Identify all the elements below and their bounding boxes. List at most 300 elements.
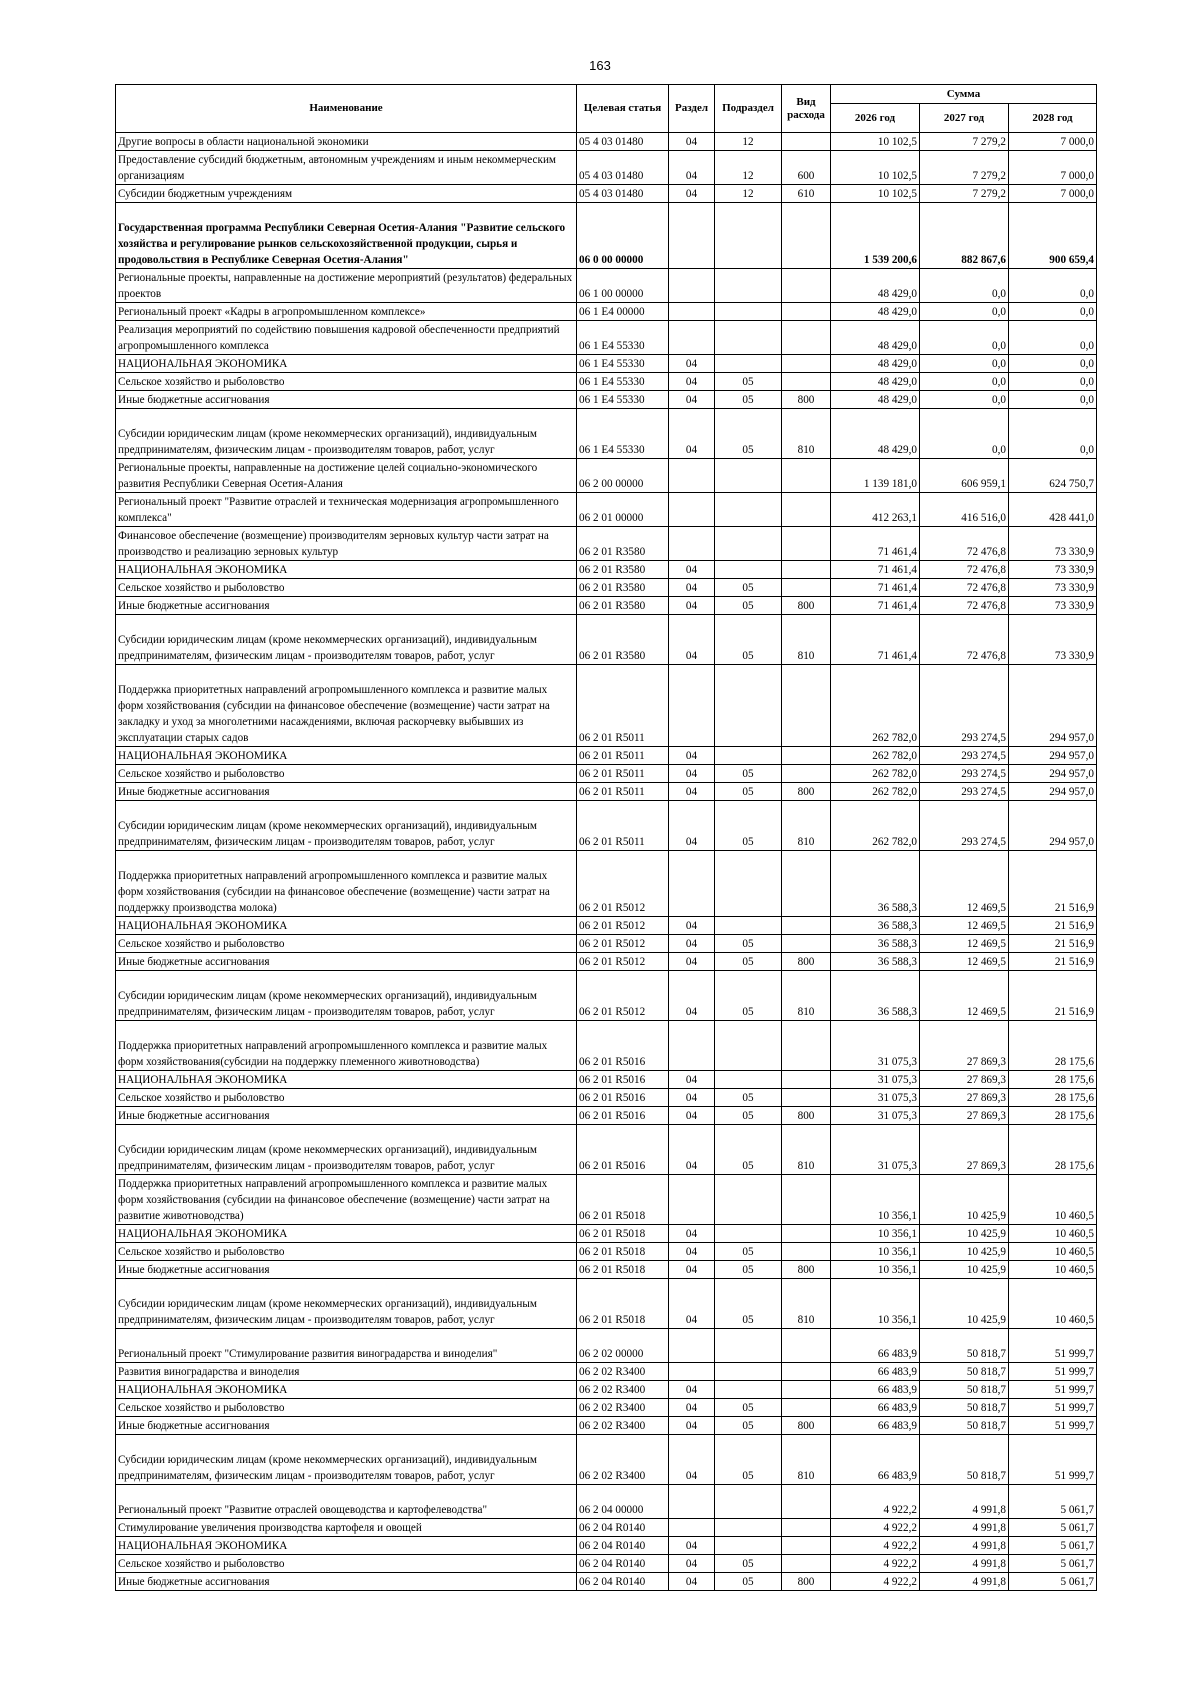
row-value-2026: 66 483,9 <box>831 1381 920 1399</box>
row-expense-type: 810 <box>782 801 831 851</box>
row-section: 04 <box>669 1435 715 1485</box>
row-value-2026: 66 483,9 <box>831 1329 920 1363</box>
table-row <box>116 1021 1097 1071</box>
row-subsection: 05 <box>715 1417 782 1435</box>
row-subsection: 05 <box>715 935 782 953</box>
row-value-2028: 624 750,7 <box>1009 459 1097 493</box>
row-value-2027: 10 425,9 <box>920 1261 1009 1279</box>
row-expense-type <box>782 527 831 561</box>
row-section <box>669 321 715 355</box>
row-target: 06 2 02 R3400 <box>577 1399 669 1417</box>
table-row <box>116 1107 1097 1125</box>
row-value-2028: 294 957,0 <box>1009 801 1097 851</box>
row-value-2028: 428 441,0 <box>1009 493 1097 527</box>
row-target: 06 2 01 R5011 <box>577 765 669 783</box>
row-value-2026: 48 429,0 <box>831 269 920 303</box>
row-value-2026: 66 483,9 <box>831 1417 920 1435</box>
row-name: Другие вопросы в области национальной экономики <box>116 133 577 151</box>
row-value-2028: 21 516,9 <box>1009 851 1097 917</box>
row-section: 04 <box>669 765 715 783</box>
row-target: 06 2 01 R3580 <box>577 579 669 597</box>
row-section: 04 <box>669 953 715 971</box>
row-value-2026: 36 588,3 <box>831 971 920 1021</box>
row-value-2028: 294 957,0 <box>1009 765 1097 783</box>
row-subsection: 12 <box>715 185 782 203</box>
row-value-2026: 48 429,0 <box>831 373 920 391</box>
row-name: Сельское хозяйство и рыболовство <box>116 1399 577 1417</box>
row-name: Субсидии юридическим лицам (кроме некоммерческих организаций), индивидуальным предпринимателям, физическим лицам - производителям товаров, работ, услуг <box>116 1279 577 1329</box>
row-name: Сельское хозяйство и рыболовство <box>116 1089 577 1107</box>
table-row <box>116 1485 1097 1519</box>
row-subsection: 05 <box>715 391 782 409</box>
row-name: НАЦИОНАЛЬНАЯ ЭКОНОМИКА <box>116 355 577 373</box>
row-section: 04 <box>669 1225 715 1243</box>
table-row <box>116 1329 1097 1363</box>
table-row <box>116 1435 1097 1485</box>
row-subsection <box>715 203 782 269</box>
row-expense-type <box>782 203 831 269</box>
row-subsection: 05 <box>715 1399 782 1417</box>
row-value-2027: 606 959,1 <box>920 459 1009 493</box>
row-name: Региональные проекты, направленные на достижение целей социально-экономического развития Республики Северная Осетия-Алания <box>116 459 577 493</box>
row-expense-type: 800 <box>782 597 831 615</box>
row-value-2028: 21 516,9 <box>1009 971 1097 1021</box>
row-expense-type <box>782 1243 831 1261</box>
row-target: 06 2 01 R5016 <box>577 1107 669 1125</box>
row-expense-type: 800 <box>782 953 831 971</box>
table-row <box>116 1071 1097 1089</box>
row-name: Предоставление субсидий бюджетным, автономным учреждениям и иным некоммерческим организациям <box>116 151 577 185</box>
row-target: 06 2 01 R3580 <box>577 561 669 579</box>
table-row <box>116 1261 1097 1279</box>
row-value-2028: 10 460,5 <box>1009 1261 1097 1279</box>
row-value-2026: 4 922,2 <box>831 1485 920 1519</box>
row-value-2026: 48 429,0 <box>831 303 920 321</box>
row-expense-type: 800 <box>782 1417 831 1435</box>
row-value-2027: 7 279,2 <box>920 133 1009 151</box>
row-target: 05 4 03 01480 <box>577 133 669 151</box>
page-number: 163 <box>589 58 611 73</box>
row-section <box>669 1519 715 1537</box>
row-expense-type <box>782 1381 831 1399</box>
row-value-2027: 4 991,8 <box>920 1537 1009 1555</box>
row-subsection: 05 <box>715 1435 782 1485</box>
row-section: 04 <box>669 597 715 615</box>
row-value-2027: 0,0 <box>920 269 1009 303</box>
table-row <box>116 579 1097 597</box>
row-value-2027: 72 476,8 <box>920 579 1009 597</box>
row-value-2027: 50 818,7 <box>920 1329 1009 1363</box>
row-value-2027: 4 991,8 <box>920 1573 1009 1591</box>
row-value-2026: 31 075,3 <box>831 1071 920 1089</box>
row-value-2026: 4 922,2 <box>831 1573 920 1591</box>
table-row <box>116 1573 1097 1591</box>
row-expense-type <box>782 493 831 527</box>
table-row <box>116 1089 1097 1107</box>
row-section <box>669 1485 715 1519</box>
row-value-2026: 71 461,4 <box>831 561 920 579</box>
table-row <box>116 185 1097 203</box>
row-name: Поддержка приоритетных направлений агропромышленного комплекса и развитие малых форм хозяйствования(субсидии на поддержку племенного животноводства) <box>116 1021 577 1071</box>
row-expense-type: 800 <box>782 783 831 801</box>
row-section: 04 <box>669 783 715 801</box>
row-value-2026: 71 461,4 <box>831 597 920 615</box>
row-subsection: 05 <box>715 953 782 971</box>
row-subsection <box>715 1519 782 1537</box>
row-value-2027: 293 274,5 <box>920 783 1009 801</box>
row-expense-type <box>782 1555 831 1573</box>
row-subsection <box>715 917 782 935</box>
row-value-2026: 31 075,3 <box>831 1107 920 1125</box>
table-row <box>116 851 1097 917</box>
row-name: Государственная программа Республики Северная Осетия-Алания "Развитие сельского хозяйства и регулирование рынков сельскохозяйственной продукции, сырья и продовольствия в Республике Северная Осетия-Алания" <box>116 203 577 269</box>
table-row <box>116 971 1097 1021</box>
row-value-2027: 50 818,7 <box>920 1381 1009 1399</box>
row-section <box>669 1175 715 1225</box>
row-target: 06 1 Е4 55330 <box>577 321 669 355</box>
row-subsection: 12 <box>715 151 782 185</box>
row-name: НАЦИОНАЛЬНАЯ ЭКОНОМИКА <box>116 1071 577 1089</box>
row-value-2027: 10 425,9 <box>920 1243 1009 1261</box>
row-value-2027: 12 469,5 <box>920 971 1009 1021</box>
row-value-2026: 10 356,1 <box>831 1279 920 1329</box>
row-value-2026: 262 782,0 <box>831 747 920 765</box>
table-row <box>116 801 1097 851</box>
row-subsection: 05 <box>715 579 782 597</box>
row-expense-type <box>782 133 831 151</box>
row-expense-type <box>782 1399 831 1417</box>
row-target: 06 2 01 R5018 <box>577 1225 669 1243</box>
row-subsection <box>715 321 782 355</box>
row-target: 06 0 00 00000 <box>577 203 669 269</box>
row-subsection <box>715 459 782 493</box>
row-value-2027: 72 476,8 <box>920 597 1009 615</box>
row-name: Иные бюджетные ассигнования <box>116 1107 577 1125</box>
row-subsection <box>715 1175 782 1225</box>
row-value-2028: 5 061,7 <box>1009 1485 1097 1519</box>
row-value-2026: 36 588,3 <box>831 935 920 953</box>
row-value-2027: 293 274,5 <box>920 747 1009 765</box>
table-row <box>116 133 1097 151</box>
row-subsection: 05 <box>715 1107 782 1125</box>
table-row <box>116 1417 1097 1435</box>
row-target: 06 2 01 R3580 <box>577 527 669 561</box>
row-section: 04 <box>669 1417 715 1435</box>
row-value-2026: 4 922,2 <box>831 1519 920 1537</box>
row-expense-type: 800 <box>782 391 831 409</box>
table-row <box>116 151 1097 185</box>
row-value-2027: 293 274,5 <box>920 765 1009 783</box>
table-row <box>116 615 1097 665</box>
row-value-2028: 51 999,7 <box>1009 1399 1097 1417</box>
row-value-2028: 28 175,6 <box>1009 1125 1097 1175</box>
row-value-2026: 48 429,0 <box>831 321 920 355</box>
row-target: 06 2 02 R3400 <box>577 1417 669 1435</box>
table-row <box>116 953 1097 971</box>
row-section: 04 <box>669 801 715 851</box>
row-value-2026: 1 139 181,0 <box>831 459 920 493</box>
row-expense-type <box>782 321 831 355</box>
row-section: 04 <box>669 391 715 409</box>
row-value-2028: 73 330,9 <box>1009 597 1097 615</box>
row-target: 06 2 01 R5012 <box>577 935 669 953</box>
row-value-2026: 48 429,0 <box>831 355 920 373</box>
row-value-2028: 0,0 <box>1009 269 1097 303</box>
row-expense-type <box>782 665 831 747</box>
row-expense-type <box>782 579 831 597</box>
table-row <box>116 783 1097 801</box>
row-subsection <box>715 561 782 579</box>
row-section: 04 <box>669 1555 715 1573</box>
table-row <box>116 1225 1097 1243</box>
row-value-2027: 0,0 <box>920 303 1009 321</box>
row-name: Региональный проект «Кадры в агропромышленном комплексе» <box>116 303 577 321</box>
row-name: Региональный проект "Развитие отраслей и техническая модернизация агропромышленного комплекса" <box>116 493 577 527</box>
row-expense-type: 810 <box>782 1125 831 1175</box>
row-section: 04 <box>669 1125 715 1175</box>
row-subsection: 05 <box>715 1125 782 1175</box>
table-row <box>116 1399 1097 1417</box>
header-sum: Сумма <box>831 85 1097 104</box>
row-value-2026: 48 429,0 <box>831 391 920 409</box>
row-target: 06 2 01 R3580 <box>577 615 669 665</box>
row-value-2028: 900 659,4 <box>1009 203 1097 269</box>
row-target: 06 2 01 00000 <box>577 493 669 527</box>
row-name: Сельское хозяйство и рыболовство <box>116 1243 577 1261</box>
row-section: 04 <box>669 1107 715 1125</box>
row-expense-type <box>782 765 831 783</box>
row-expense-type <box>782 373 831 391</box>
row-subsection: 05 <box>715 971 782 1021</box>
row-value-2027: 0,0 <box>920 391 1009 409</box>
row-value-2028: 5 061,7 <box>1009 1519 1097 1537</box>
row-value-2026: 10 356,1 <box>831 1225 920 1243</box>
row-value-2027: 27 869,3 <box>920 1021 1009 1071</box>
row-name: Иные бюджетные ассигнования <box>116 1261 577 1279</box>
row-section <box>669 459 715 493</box>
row-subsection <box>715 747 782 765</box>
row-target: 06 1 Е4 55330 <box>577 409 669 459</box>
row-name: Поддержка приоритетных направлений агропромышленного комплекса и развитие малых форм хозяйствования (субсидии на финансовое обеспечение (возмещение) части затрат на поддержку производства молока) <box>116 851 577 917</box>
row-section: 04 <box>669 1261 715 1279</box>
row-value-2028: 10 460,5 <box>1009 1279 1097 1329</box>
row-expense-type <box>782 1175 831 1225</box>
table-row <box>116 1381 1097 1399</box>
row-section: 04 <box>669 1381 715 1399</box>
row-value-2026: 4 922,2 <box>831 1537 920 1555</box>
table-row <box>116 597 1097 615</box>
row-target: 06 2 01 R5018 <box>577 1261 669 1279</box>
row-section: 04 <box>669 409 715 459</box>
row-name: Сельское хозяйство и рыболовство <box>116 579 577 597</box>
row-section: 04 <box>669 1243 715 1261</box>
row-value-2027: 416 516,0 <box>920 493 1009 527</box>
row-value-2026: 412 263,1 <box>831 493 920 527</box>
table-row <box>116 935 1097 953</box>
row-name: Субсидии юридическим лицам (кроме некоммерческих организаций), индивидуальным предпринимателям, физическим лицам - производителям товаров, работ, услуг <box>116 801 577 851</box>
row-section: 04 <box>669 373 715 391</box>
row-target: 06 2 01 R5018 <box>577 1243 669 1261</box>
row-name: Иные бюджетные ассигнования <box>116 783 577 801</box>
row-subsection <box>715 355 782 373</box>
row-name: Региональный проект "Стимулирование развития виноградарства и виноделия" <box>116 1329 577 1363</box>
row-name: Сельское хозяйство и рыболовство <box>116 765 577 783</box>
table-header <box>116 85 1097 133</box>
row-value-2026: 31 075,3 <box>831 1089 920 1107</box>
row-name: Сельское хозяйство и рыболовство <box>116 373 577 391</box>
row-subsection <box>715 851 782 917</box>
row-section: 04 <box>669 1537 715 1555</box>
row-expense-type: 800 <box>782 1573 831 1591</box>
row-section: 04 <box>669 1573 715 1591</box>
row-expense-type: 810 <box>782 409 831 459</box>
row-section <box>669 269 715 303</box>
row-value-2028: 28 175,6 <box>1009 1107 1097 1125</box>
row-subsection <box>715 665 782 747</box>
table-row <box>116 391 1097 409</box>
row-expense-type: 800 <box>782 1107 831 1125</box>
row-name: Субсидии юридическим лицам (кроме некоммерческих организаций), индивидуальным предпринимателям, физическим лицам - производителям товаров, работ, услуг <box>116 1125 577 1175</box>
header-subsection: Подраздел <box>715 85 782 133</box>
row-value-2028: 51 999,7 <box>1009 1417 1097 1435</box>
budget-table <box>115 84 1097 1591</box>
table-body <box>116 133 1097 1591</box>
row-target: 06 2 01 R5016 <box>577 1125 669 1175</box>
row-target: 06 1 00 00000 <box>577 269 669 303</box>
row-section: 04 <box>669 579 715 597</box>
row-value-2028: 21 516,9 <box>1009 935 1097 953</box>
row-expense-type <box>782 459 831 493</box>
row-expense-type <box>782 1021 831 1071</box>
row-subsection: 05 <box>715 1261 782 1279</box>
row-target: 06 2 02 R3400 <box>577 1363 669 1381</box>
row-section: 04 <box>669 1279 715 1329</box>
row-value-2026: 36 588,3 <box>831 917 920 935</box>
row-value-2026: 262 782,0 <box>831 783 920 801</box>
row-subsection: 05 <box>715 1555 782 1573</box>
row-value-2027: 882 867,6 <box>920 203 1009 269</box>
row-name: Иные бюджетные ассигнования <box>116 1573 577 1591</box>
row-expense-type <box>782 355 831 373</box>
table-row <box>116 527 1097 561</box>
row-section <box>669 665 715 747</box>
row-value-2026: 31 075,3 <box>831 1021 920 1071</box>
header-year-2027: 2027 год <box>920 104 1009 133</box>
row-value-2028: 21 516,9 <box>1009 917 1097 935</box>
row-value-2026: 36 588,3 <box>831 953 920 971</box>
row-value-2028: 0,0 <box>1009 321 1097 355</box>
row-expense-type <box>782 747 831 765</box>
row-value-2028: 5 061,7 <box>1009 1573 1097 1591</box>
row-name: Субсидии бюджетным учреждениям <box>116 185 577 203</box>
row-value-2028: 0,0 <box>1009 409 1097 459</box>
table-row <box>116 1555 1097 1573</box>
row-value-2027: 0,0 <box>920 355 1009 373</box>
row-value-2028: 10 460,5 <box>1009 1243 1097 1261</box>
row-expense-type <box>782 269 831 303</box>
table-row <box>116 1175 1097 1225</box>
header-section: Раздел <box>669 85 715 133</box>
row-value-2028: 7 000,0 <box>1009 133 1097 151</box>
row-value-2027: 10 425,9 <box>920 1225 1009 1243</box>
row-subsection: 05 <box>715 801 782 851</box>
row-value-2028: 294 957,0 <box>1009 747 1097 765</box>
row-value-2028: 51 999,7 <box>1009 1363 1097 1381</box>
row-name: Иные бюджетные ассигнования <box>116 597 577 615</box>
row-section: 04 <box>669 1089 715 1107</box>
row-value-2026: 262 782,0 <box>831 765 920 783</box>
header-year-2026: 2026 год <box>831 104 920 133</box>
row-value-2028: 5 061,7 <box>1009 1555 1097 1573</box>
row-value-2027: 7 279,2 <box>920 151 1009 185</box>
row-subsection: 05 <box>715 409 782 459</box>
row-value-2027: 7 279,2 <box>920 185 1009 203</box>
row-value-2026: 1 539 200,6 <box>831 203 920 269</box>
row-expense-type: 810 <box>782 1279 831 1329</box>
row-value-2026: 10 356,1 <box>831 1243 920 1261</box>
row-value-2027: 50 818,7 <box>920 1363 1009 1381</box>
row-value-2026: 10 102,5 <box>831 151 920 185</box>
row-subsection: 05 <box>715 1573 782 1591</box>
row-value-2028: 0,0 <box>1009 391 1097 409</box>
row-subsection <box>715 1225 782 1243</box>
row-name: НАЦИОНАЛЬНАЯ ЭКОНОМИКА <box>116 747 577 765</box>
row-value-2028: 0,0 <box>1009 373 1097 391</box>
row-value-2027: 72 476,8 <box>920 615 1009 665</box>
row-value-2026: 10 356,1 <box>831 1175 920 1225</box>
row-name: Развития виноградарства и виноделия <box>116 1363 577 1381</box>
row-value-2028: 21 516,9 <box>1009 953 1097 971</box>
row-expense-type <box>782 917 831 935</box>
row-expense-type: 810 <box>782 1435 831 1485</box>
row-target: 06 2 00 00000 <box>577 459 669 493</box>
row-value-2026: 262 782,0 <box>831 801 920 851</box>
table-row <box>116 1125 1097 1175</box>
row-value-2026: 10 356,1 <box>831 1261 920 1279</box>
row-section <box>669 1329 715 1363</box>
row-subsection: 05 <box>715 783 782 801</box>
row-target: 06 2 01 R5011 <box>577 665 669 747</box>
row-subsection: 05 <box>715 765 782 783</box>
row-subsection: 05 <box>715 373 782 391</box>
row-target: 06 1 Е4 55330 <box>577 391 669 409</box>
row-value-2027: 0,0 <box>920 409 1009 459</box>
row-name: НАЦИОНАЛЬНАЯ ЭКОНОМИКА <box>116 917 577 935</box>
row-section: 04 <box>669 151 715 185</box>
row-subsection <box>715 303 782 321</box>
row-name: Субсидии юридическим лицам (кроме некоммерческих организаций), индивидуальным предпринимателям, физическим лицам - производителям товаров, работ, услуг <box>116 1435 577 1485</box>
table-row <box>116 459 1097 493</box>
row-subsection: 05 <box>715 1243 782 1261</box>
row-target: 06 2 01 R5018 <box>577 1175 669 1225</box>
row-name: Иные бюджетные ассигнования <box>116 1417 577 1435</box>
row-section <box>669 203 715 269</box>
row-value-2028: 28 175,6 <box>1009 1089 1097 1107</box>
row-section <box>669 527 715 561</box>
row-target: 06 2 04 R0140 <box>577 1555 669 1573</box>
row-name: Региональный проект "Развитие отраслей овощеводства и картофелеводства" <box>116 1485 577 1519</box>
row-value-2027: 0,0 <box>920 373 1009 391</box>
header-expense-type: Вид расхода <box>782 85 831 133</box>
header-name: Наименование <box>116 85 577 133</box>
row-value-2028: 51 999,7 <box>1009 1435 1097 1485</box>
row-subsection <box>715 493 782 527</box>
row-name: НАЦИОНАЛЬНАЯ ЭКОНОМИКА <box>116 1225 577 1243</box>
row-value-2028: 73 330,9 <box>1009 561 1097 579</box>
row-value-2026: 66 483,9 <box>831 1399 920 1417</box>
table-row <box>116 321 1097 355</box>
row-target: 06 2 01 R5011 <box>577 747 669 765</box>
